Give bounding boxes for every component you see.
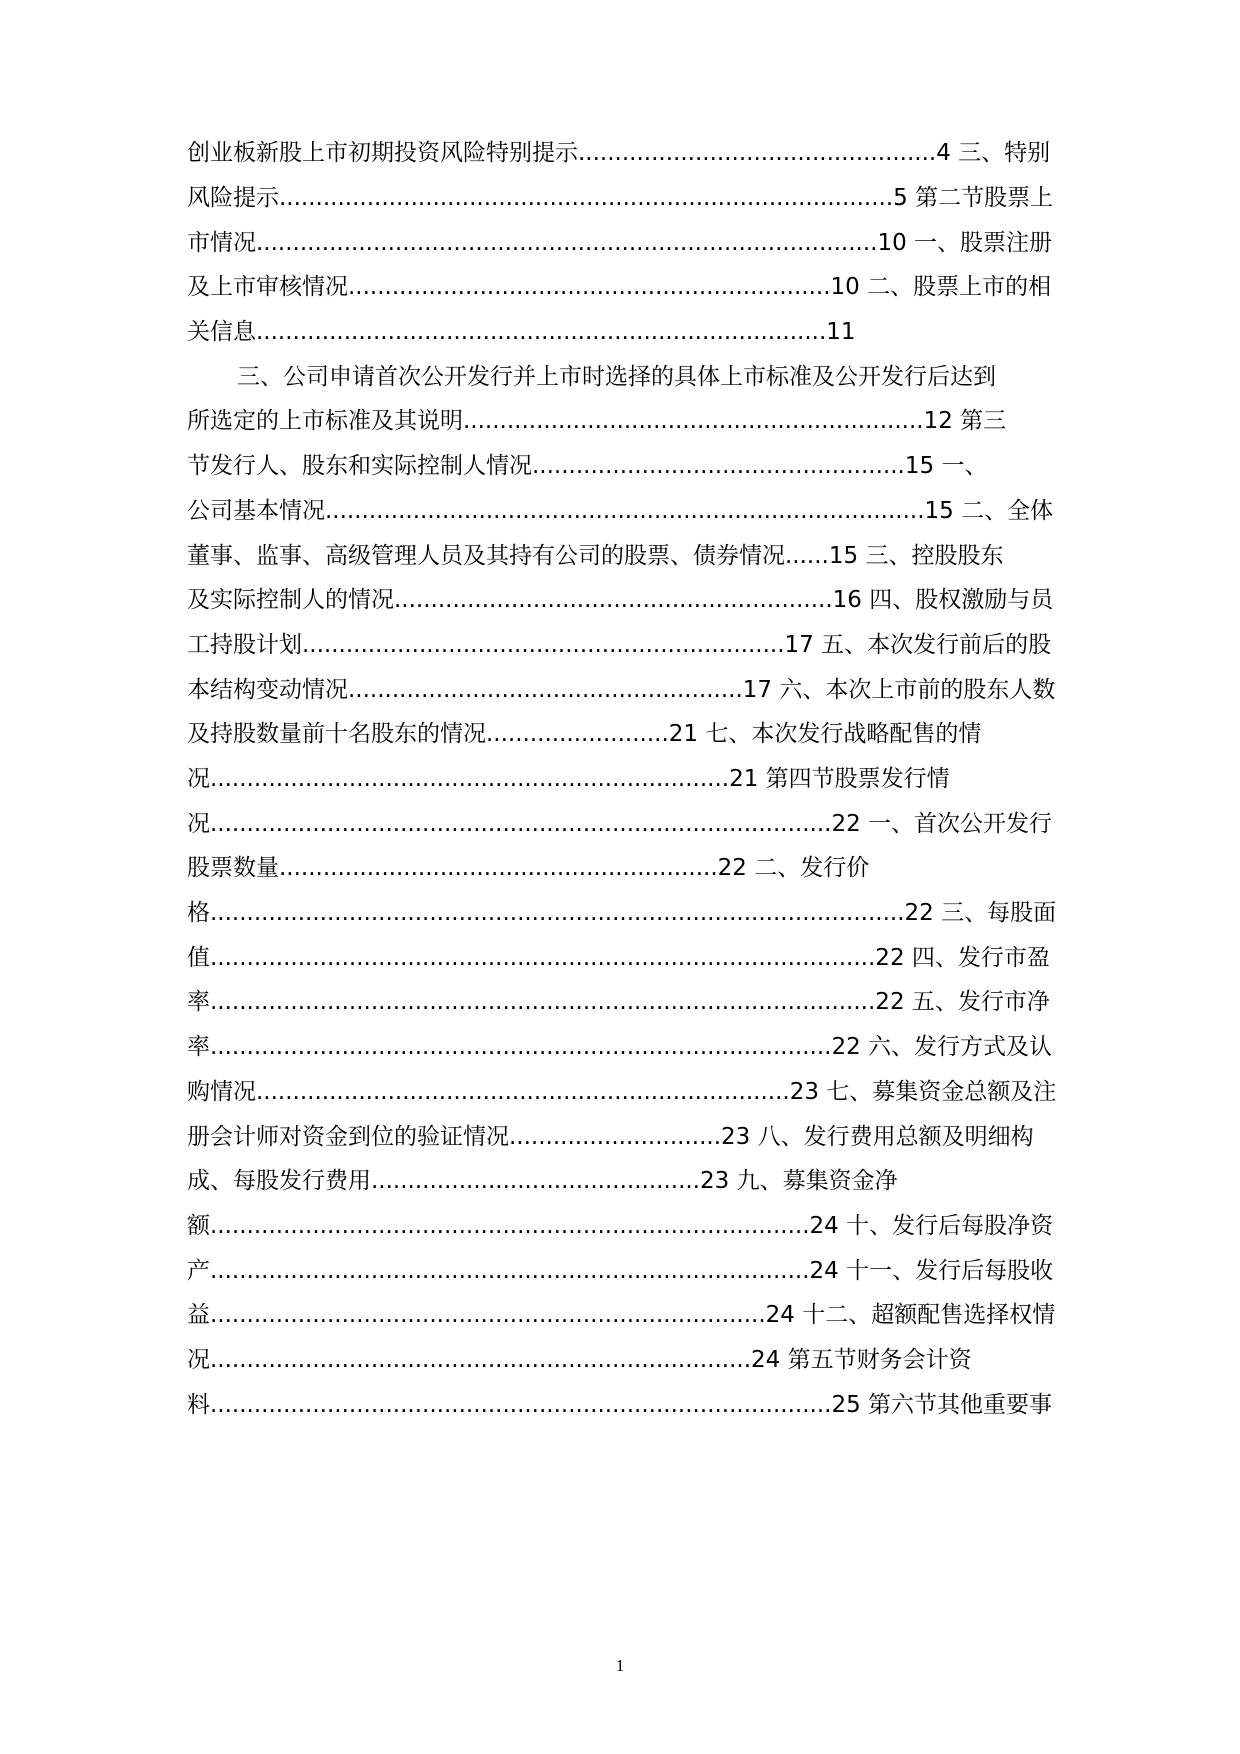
toc-line: 本结构变动情况......................................................17 六、本次上市前的股东人数 <box>187 677 1056 703</box>
toc-line: 及实际控制人的情况............................................................16 四、股权激励与员 <box>187 587 1054 613</box>
toc-line: 料.....................................................................................25 第六节其他重要事 <box>187 1392 1053 1418</box>
toc-line: 况.......................................................................21 第四节股票发行情 <box>187 766 950 792</box>
toc-line: 值...........................................................................................22 四、发行市盈 <box>187 945 1050 971</box>
toc-line: 益............................................................................24 十二、超额配售选择权情 <box>187 1302 1056 1328</box>
toc-line: 公司基本情况..................................................................................15 二、全体 <box>187 498 1054 524</box>
toc-line: 格...............................................................................................22 三、每股面 <box>187 900 1057 926</box>
toc-line: 及持股数量前十名股东的情况.........................21 七、本次发行战略配售的情 <box>187 721 982 747</box>
toc-line: 节发行人、股东和实际控制人情况...................................................15 一、 <box>187 453 988 479</box>
toc-line: 额..................................................................................24 十、发行后每股净资 <box>187 1213 1054 1239</box>
toc-line: 况.....................................................................................22 一、首次公开发行 <box>187 811 1053 837</box>
toc-line: 率.....................................................................................22 六、发行方式及认 <box>187 1034 1053 1060</box>
toc-line: 董事、监事、高级管理人员及其持有公司的股票、债券情况......15 三、控股股东 <box>187 543 1004 569</box>
toc-line: 三、公司申请首次公开发行并上市时选择的具体上市标准及公开发行后达到 <box>237 364 996 390</box>
toc-line: 购情况.........................................................................23 七、募集资金总额及注 <box>187 1079 1057 1105</box>
toc-line: 及上市审核情况..................................................................10 二、股票上市的相 <box>187 274 1052 300</box>
toc-line: 况..........................................................................24 第五节财务会计资 <box>187 1347 972 1373</box>
toc-line: 率...........................................................................................22 五、发行市净 <box>187 989 1050 1015</box>
toc-line: 产..................................................................................24 十一、发行后每股收 <box>187 1258 1054 1284</box>
toc-line: 创业板新股上市初期投资风险特别提示.................................................4 三、特别 <box>187 140 1051 166</box>
toc-line: 股票数量............................................................22 二、发行价 <box>187 855 870 881</box>
page-number: 1 <box>615 1656 625 1675</box>
toc-line: 册会计师对资金到位的验证情况.............................23 八、发行费用总额及明细构 <box>187 1124 1034 1150</box>
toc-line: 风险提示....................................................................................5 第二节股票上 <box>187 185 1054 211</box>
toc-line: 市情况.....................................................................................10 一、股票注册 <box>187 230 1053 256</box>
toc-line: 成、每股发行费用.............................................23 九、募集资金净 <box>187 1168 898 1194</box>
toc-line: 关信息..............................................................................11 <box>187 319 856 345</box>
toc-line: 工持股计划..................................................................17 五、本次发行前后的股 <box>187 632 1052 658</box>
toc-line: 所选定的上市标准及其说明...............................................................12 第三 <box>187 408 1007 434</box>
